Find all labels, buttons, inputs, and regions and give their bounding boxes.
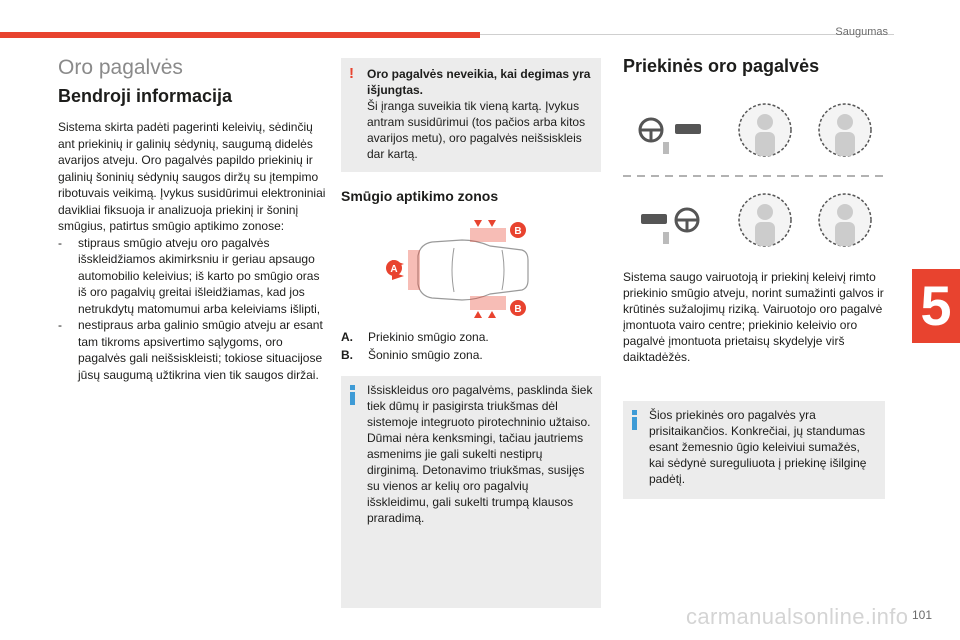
legend-row: A. Priekinio smūgio zona. [341,330,489,344]
list-item: - nestipraus arba galinio smūgio atveju ar esant tam tikroms apsivertimo sąlygoms, oro pagalvės gali neišsiskleisti; tokiose situacijose jūsų saugumą užtikrina vien tik saugos diržai. [58,318,323,382]
impact-zones-diagram [384,220,530,318]
right-column [623,56,885,89]
page-title: Oro pagalvės [58,56,183,79]
occupant-airbag-icon [819,194,871,246]
intro-paragraph: Sistema skirta padėti pagerinti keleivių, sėdinčių ant priekinių ir galinių sėdynių, saugumą didelės avarijos atveju. Oro pagalvės papildo priekinių ir galinių šoninių sėdynių saugos diržų su įtempimo ribotuvais veikimą. Įvykus susidūrimui elektroniniai davikliai fiksuoja ir analizuoja priekinį ir šoninį smūgius, patirtus smūgio aptikimo zonose: [58,120,326,233]
middle-column [341,58,601,204]
occupant-airbag-icon [819,104,871,156]
left-column [58,56,326,383]
badge-a-icon [386,260,402,276]
info-icon [350,385,355,405]
badge-b-bottom-icon [510,300,526,316]
front-impact-zone [408,250,420,290]
occupant-airbag-icon [739,104,791,156]
front-airbags-paragraph: Sistema saugo vairuotoją ir priekinį keleivį rimto priekinio smūgio atveju, norint sumažinti galvos ir krūtinės sužalojimų riziką. Vairuotojo oro pagalvė įmontuota vairo centre; priekinio keleivio oro pagalvė įmontuota prietaisų skydelyje virš daiktadėžės. [623,270,884,364]
impact-zones-heading: Smūgio aptikimo zonos [341,188,499,204]
dash-marker: - [58,235,62,250]
svg-text:B: B [514,226,522,237]
zone-legend [341,328,601,364]
general-info-heading: Bendroji informacija [58,86,233,106]
page-number: 101 [911,608,932,622]
warning-title: Oro pagalvės neveikia, kai degimas yra išjungtas. [367,67,591,97]
side-impact-zone-bottom [470,296,506,310]
warning-icon: ! [349,65,354,82]
info-box [623,401,885,499]
warning-text: Ši įranga suveikia tik vieną kartą. Įvykus antram susidūrimui (tos pačios arba kitos avarijos metu), oro pagalvės neišsiskleis dar kartą. [367,99,586,161]
list-item: - stipraus smūgio atveju oro pagalvės išskleidžiamos akimirksniu ir geriau apsaugo automobilio keleivius; iš karto po smūgio oras iš oro pagalvių greitai išleidžiamas, kad jos netrukdytų matomumui arba keleiviams išlipti, [58,235,321,316]
badge-b-top-icon [510,222,526,238]
front-airbags-diagram [623,90,885,270]
watermark: carmanualsonline.info [686,604,909,629]
info-text: Šios priekinės oro pagalvės yra prisitaikančios. Konkrečiai, jų standumas esant žemesnio ūgio keleiviui sumažės, kai sėdynė sureguliuota į priekinę išilginę padėtį. [649,408,867,486]
dashboard-airbag-icon [641,214,667,224]
bullet-list [58,235,326,384]
side-arrows-top-icon [474,220,496,227]
legend-row: B. Šoninio smūgio zona. [341,348,483,362]
dash-marker: - [58,318,62,332]
header-accent-bar [0,32,480,38]
car-outline [418,240,528,300]
steering-wheel-icon [640,119,662,141]
info-text: Išsiskleidus oro pagalvėms, pasklinda šiek tiek dūmų ir pasigirsta triukšmas dėl sistemoje integruoto pirotechninio užtaiso. Dūmai nėra kenksmingi, tačiau jautriems asmenims jie gali sukelti nestiprų dirginimą. Detonavimo triukšmas, susijęs su vienos ar kelių oro pagalvių išskleidimu, gali sukelti trumpą klausos praradimą. [367,383,593,525]
side-impact-zone-top [470,228,506,242]
chapter-tab: 5 [912,269,960,343]
front-airbags-heading: Priekinės oro pagalvės [623,56,820,76]
side-arrows-bottom-icon [474,311,496,318]
info-box [341,376,601,608]
svg-text:B: B [514,304,522,315]
svg-text:A: A [390,264,398,275]
section-label: Saugumas [835,26,888,38]
occupant-airbag-icon [739,194,791,246]
warning-box [341,58,601,172]
steering-wheel-icon [676,209,698,231]
console-icon [663,232,669,244]
info-icon [632,410,637,430]
console-icon [663,142,669,154]
dashboard-airbag-icon [675,124,701,134]
